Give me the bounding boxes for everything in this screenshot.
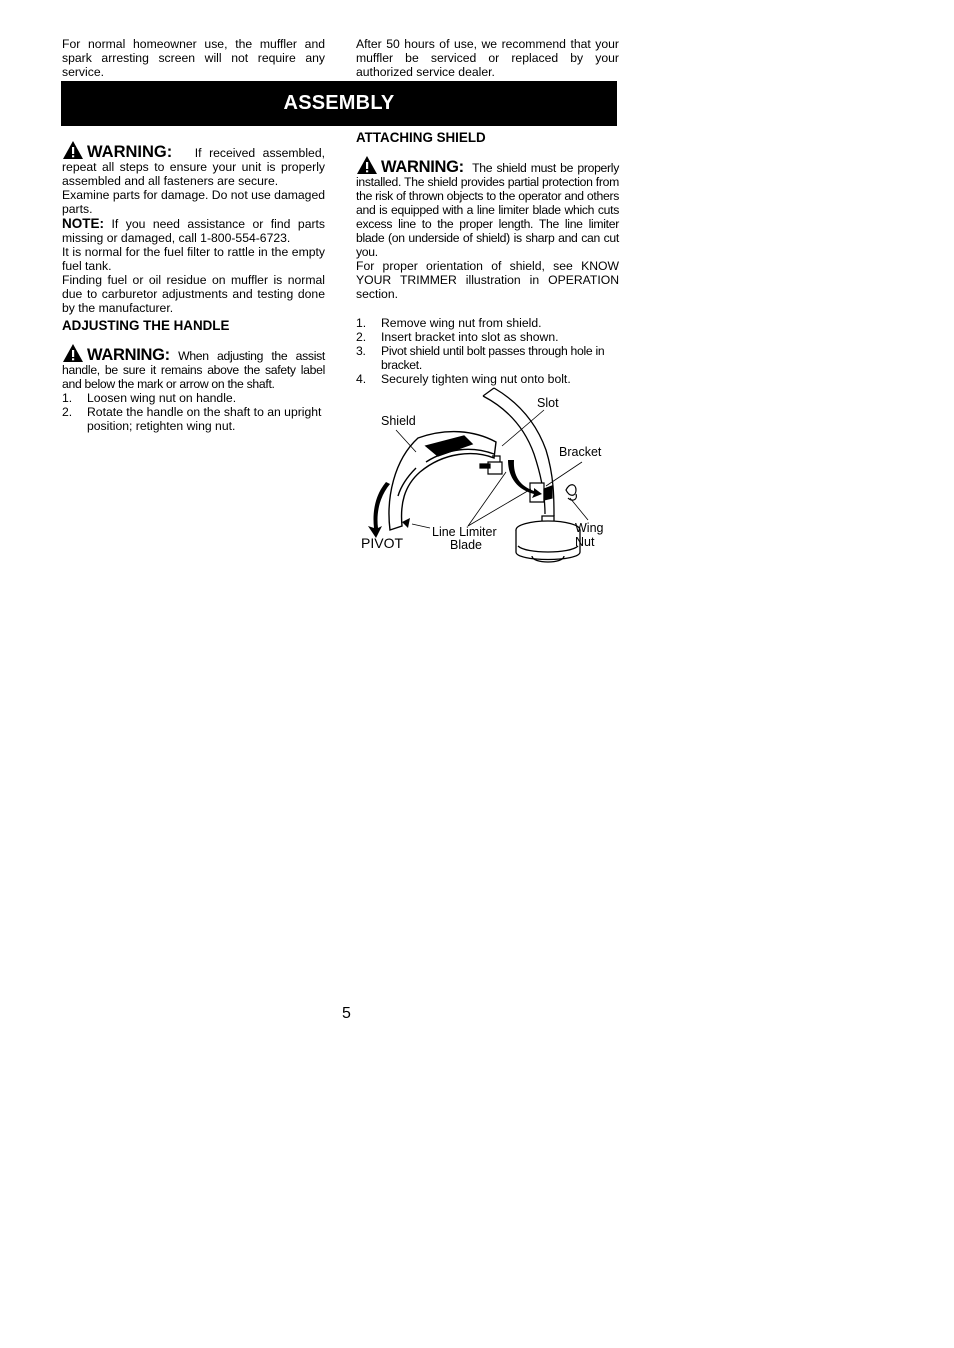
pivot-arrow [368, 482, 390, 538]
warning-text: If received assembled, repeat all steps to ensure your unit is properly assembled and all fasteners are secure. [62, 146, 325, 188]
paragraph-fuel-filter: It is normal for the fuel filter to rattle in the empty fuel tank. [62, 245, 325, 273]
shield-warning-block [356, 155, 619, 259]
trimmer-head [516, 516, 580, 562]
label-wing: Wing [575, 521, 604, 535]
paragraph-residue: Finding fuel or oil residue on muffler is normal due to carburetor adjustments and testing done by the manufacturer. [62, 273, 325, 315]
label-nut: Nut [575, 535, 595, 549]
label-bracket: Bracket [559, 445, 602, 459]
warning-label: WARNING: [381, 158, 464, 176]
warning-text: When adjusting the assist handle, be sure it remains above the safety label and below the mark or arrow on the shaft. [62, 349, 325, 391]
warning-block [62, 140, 325, 188]
shield-heading: ATTACHING SHIELD [356, 130, 486, 145]
list-item: 2. Rotate the handle on the shaft to an upright position; retighten wing nut. [62, 405, 322, 433]
slot-clip [480, 456, 502, 474]
left-column [62, 140, 325, 433]
list-item: 3. Pivot shield until bolt passes through hole in bracket. [356, 344, 605, 372]
warning-text: The shield must be properly installed. The shield provides partial protection from the risk of thrown objects to the operator and others and is equipped with a line limiter blade which cuts excess line to the proper length. The line limiter blade (on underside of shield) is sharp and can cut you. [356, 161, 619, 259]
shield-steps [356, 316, 619, 386]
label-shield: Shield [381, 414, 416, 428]
intro-left: For normal homeowner use, the muffler and spark arresting screen will not require any service. [62, 37, 325, 79]
list-item: 2. Insert bracket into slot as shown. [356, 330, 559, 344]
paragraph-orientation: For proper orientation of shield, see KNOW YOUR TRIMMER illustration in OPERATION section. [356, 259, 619, 301]
page-number: 5 [342, 1005, 351, 1022]
right-column [356, 130, 619, 386]
paragraph-examine: Examine parts for damage. Do not use damaged parts. [62, 188, 325, 216]
note-block [62, 217, 325, 245]
shield-assembly-diagram [356, 386, 620, 571]
section-title: ASSEMBLY [283, 92, 395, 114]
line-limiter-blade [402, 518, 410, 528]
note-text: If you need assistance or find parts missing or damaged, call 1-800-554-6723. [62, 217, 326, 245]
wing-nut [566, 485, 576, 500]
assembly-banner [61, 81, 617, 126]
list-item: 4. Securely tighten wing nut onto bolt. [356, 372, 571, 386]
label-line-limiter: Line Limiter [432, 525, 497, 539]
handle-steps [62, 391, 325, 433]
warning-triangle-icon [62, 140, 84, 160]
warning-triangle-icon [356, 155, 378, 175]
list-item: 1. Remove wing nut from shield. [356, 316, 542, 330]
list-item: 1. Loosen wing nut on handle. [62, 391, 237, 405]
intro-right: After 50 hours of use, we recommend that your muffler be serviced or replaced by your authorized service dealer. [356, 37, 619, 79]
warning-label: WARNING: [87, 346, 170, 364]
handle-heading: ADJUSTING THE HANDLE [62, 318, 230, 333]
shield [389, 432, 496, 530]
note-label: NOTE: [62, 216, 104, 231]
label-slot: Slot [537, 396, 559, 410]
label-pivot: PIVOT [361, 535, 404, 551]
handle-warning-block [62, 343, 325, 391]
warning-triangle-icon [62, 343, 84, 363]
warning-label: WARNING: [87, 143, 173, 161]
label-blade: Blade [450, 538, 482, 552]
